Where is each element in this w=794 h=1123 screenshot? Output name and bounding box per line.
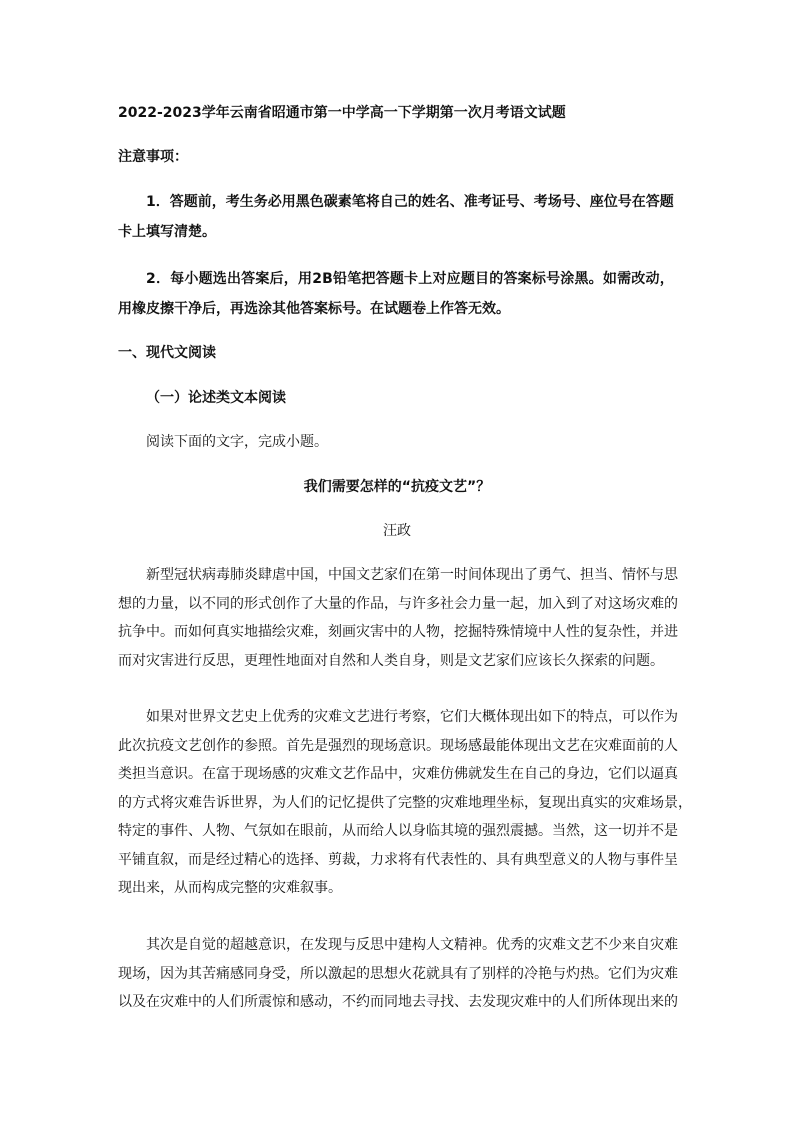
paragraph-2-line-7: 现出来，从而构成完整的灾难叙事。: [118, 880, 342, 896]
article-title: 我们需要怎样的“抗疫文艺”？: [303, 479, 491, 495]
paragraph-3-line-2: 现 场 ， 因 为 其 苦 痛 感 同 身 受 ， 所 以 激 起 的 思 想 火 花 就 具 有 了 别 样 的 冷 艳 与 灼 热 。 它 们 为 灾 难: [118, 965, 678, 982]
paragraph-1-line-3: 抗 争 中 。 而 如 何 真 实 地 描 绘 灾 难 ， 刻 画 灾 害 中 的 人 物 ， 挖 掘 特 殊 情 境 中 人 性 的 复 杂 性 ， 并 进: [118, 624, 678, 640]
subsection-heading: （一）论述类文本阅读: [146, 390, 286, 406]
section-heading: 一、现代文阅读: [118, 345, 216, 361]
paragraph-2-line-3: 类 担 当 意 识 。 在 富 于 现 场 感 的 灾 难 文 艺 作 品 中 ， 灾 难 仿 佛 就 发 生 在 自 己 的 身 边 ， 它 们 以 逼 真: [118, 766, 678, 782]
paragraph-3-line-1: 其 次 是 自 觉 的 超 越 意 识 ， 在 发 现 与 反 思 中 建 构 人 文 精 神 。 优 秀 的 灾 难 文 艺 不 少 来 自 灾 难: [146, 937, 678, 953]
article-author: 汪政: [383, 523, 411, 539]
notice-heading: 注意事项：: [118, 149, 188, 165]
paragraph-2-line-5: 特 定 的 事 件 、 人 物 、 气 氛 如 在 眼 前 ， 从 而 给 人 以 身 临 其 境 的 强 烈 震 撼 。 当 然 ， 这 一 切 并 不 是: [118, 823, 678, 839]
doc-title: 2022-2023学年云南省昭通市第一中学高一下学期第一次月考语文试题: [118, 105, 566, 121]
paragraph-1-line-2: 想 的 力 量 ， 以 不 同 的 形 式 创 作 了 大 量 的 作 品 ， 与 许 多 社 会 力 量 一 起 ， 加 入 到 了 对 这 场 灾 难 的: [118, 595, 678, 612]
notice-2-line-1: 2 ． 每 小 题 选 出 答 案 后 ， 用 2 B 铅 笔 把 答 题 卡 上 对 应 题 目 的 答 案 标 号 涂 黑 。 如 需 改 动 ，: [146, 271, 674, 287]
paragraph-2-line-1: 如 果 对 世 界 文 艺 史 上 优 秀 的 灾 难 文 艺 进 行 考 察 ， 它 们 大 概 体 现 出 如 下 的 特 点 ， 可 以 作 为: [146, 709, 678, 725]
notice-1-line-2: 卡上填写清楚。: [118, 224, 216, 240]
paragraph-1-line-1: 新 型 冠 状 病 毒 肺 炎 肆 虐 中 国 ， 中 国 文 艺 家 们 在 第 一 时 间 体 现 出 了 勇 气 、 担 当 、 情 怀 与 思: [146, 567, 678, 583]
paragraph-3-line-3: 以 及 在 灾 难 中 的 人 们 所 震 惊 和 感 动 ， 不 约 而 同 地 去 寻 找 、 去 发 现 灾 难 中 的 人 们 所 体 现 出 来 的: [118, 994, 678, 1010]
notice-1-line-1: 1 ． 答 题 前 ， 考 生 务 必 用 黑 色 碳 素 笔 将 自 己 的 姓 名 、 准 考 证 号 、 考 场 号 、 座 位 号 在 答 题: [146, 194, 674, 210]
paragraph-2-line-6: 平 铺 直 叙 ， 而 是 经 过 精 心 的 选 择 、 剪 裁 ， 力 求 将 有 代 表 性 的 、 具 有 典 型 意 义 的 人 物 与 事 件 呈: [118, 851, 678, 868]
reading-instruction: 阅读下面的文字，完成小题。: [146, 434, 328, 450]
paragraph-2-line-2: 此 次 抗 疫 文 艺 创 作 的 参 照 。 首 先 是 强 烈 的 现 场 意 识 。 现 场 感 最 能 体 现 出 文 艺 在 灾 难 面 前 的 人: [118, 737, 678, 754]
paragraph-1-line-4: 而对灾害进行反思，更理性地面对自然和人类自身，则是文艺家们应该长久探索的问题。: [118, 652, 664, 669]
notice-2-line-2: 用橡皮擦干净后，再选涂其他答案标号。在试题卷上作答无效。: [118, 301, 510, 317]
paragraph-2-line-4: 的 方 式 将 灾 难 告 诉 世 界 ， 为 人 们 的 记 忆 提 供 了 完 整 的 灾 难 地 理 坐 标 ， 复 现 出 真 实 的 灾 难 场 景 ，: [118, 794, 692, 811]
